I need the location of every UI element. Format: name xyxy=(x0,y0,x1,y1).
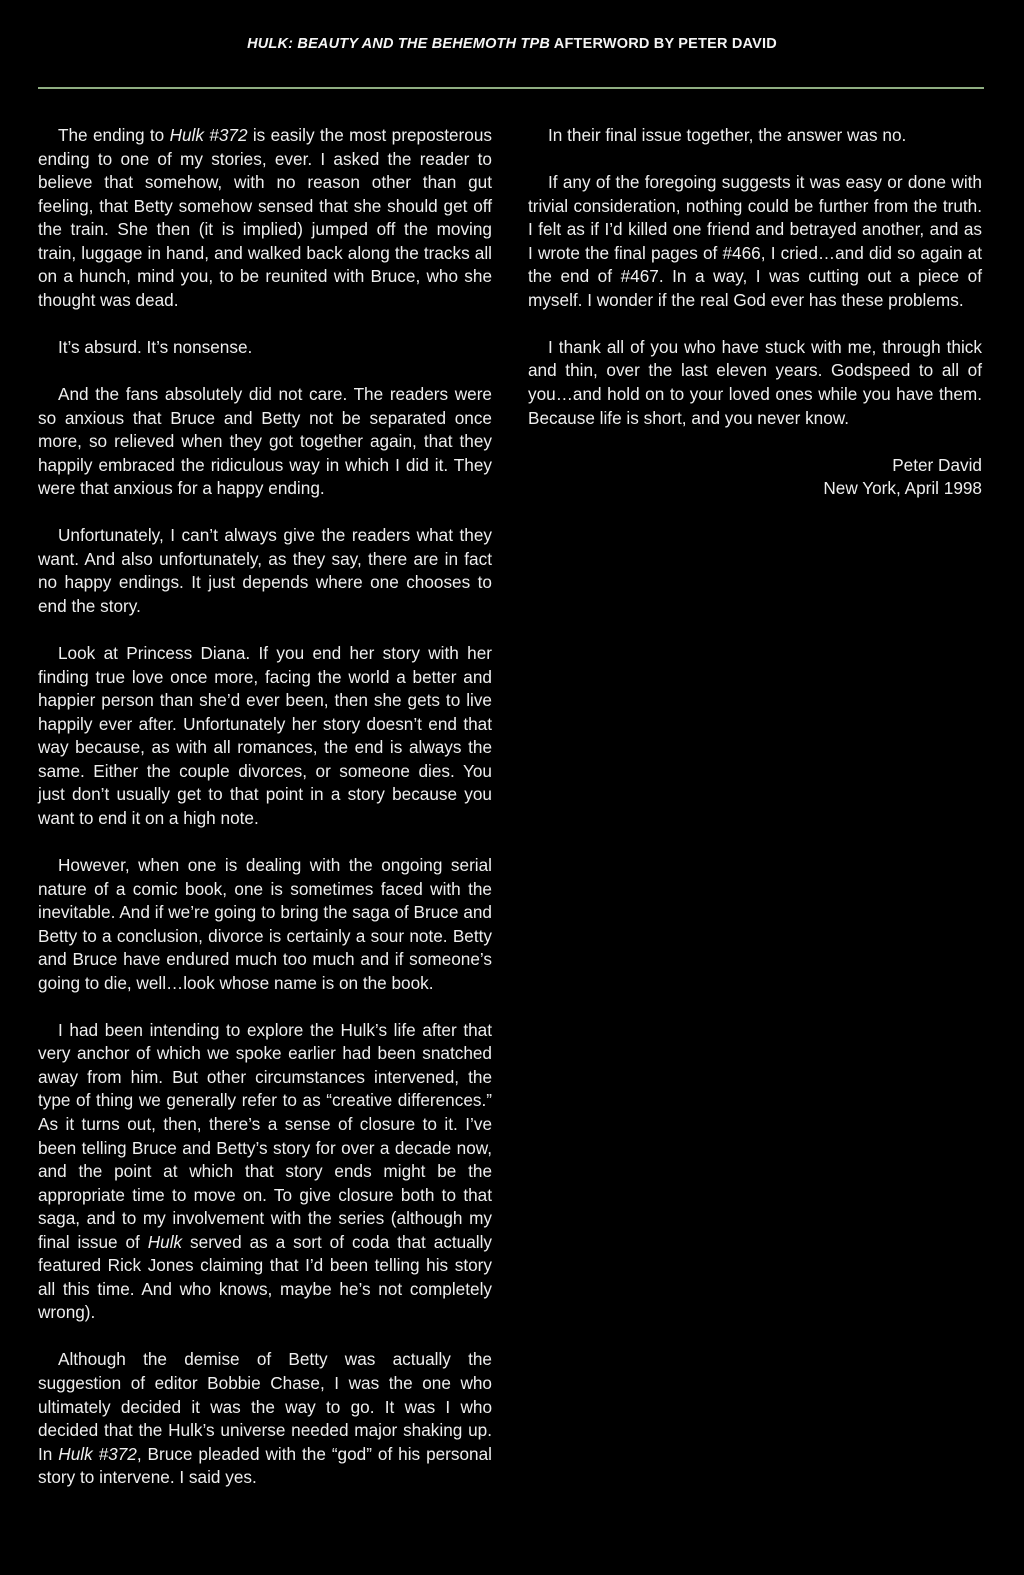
paragraph: However, when one is dealing with the ongoing serial nature of a comic book, one is sometimes faced with the inevitable. And if we’re going to bring the saga of Bruce and Betty to a conclusion, divorce is certainly a sour note. Betty and Bruce have endured much too much and if someone’s going to die, well…look whose name is on the book. xyxy=(38,854,492,993)
italic-title: Hulk #372 xyxy=(58,1443,137,1464)
paragraph: If any of the foregoing suggests it was easy or done with trivial consideration, nothing could be further from the truth. I felt as if I’d killed one friend and betrayed another, and as I wrote the final pages of #466, I cried…and did so again at the end of #467. In a way, I was cutting out a piece of myself. I wonder if the real God ever has these problems. xyxy=(528,172,982,310)
paragraph: And the fans absolutely did not care. The readers were so anxious that Bruce and Betty not be separated once more, so relieved when they got together again, that they happily embraced the ridiculous way in which I did it. They were that anxious for a happy ending. xyxy=(38,384,492,499)
text-span: Although the demise of Betty was actually the suggestion of editor Bobbie Chase, I was the one who ultimately decided it was the way to go. It was I who decided that the Hulk’s universe needed major shaking up. In xyxy=(38,1349,492,1464)
place-date: New York, April 1998 xyxy=(823,478,982,499)
paragraph xyxy=(38,124,492,312)
paragraph: I thank all of you who have stuck with me, through thick and thin, over the last eleven years. Godspeed to all of you…and hold on to your loved ones while you have them. Because life is short, and you never know. xyxy=(528,336,982,428)
italic-title: Hulk xyxy=(147,1231,183,1252)
paragraph: It’s absurd. It’s nonsense. xyxy=(58,336,253,357)
italic-title: Hulk #372 xyxy=(169,125,248,145)
text-span: I had been intending to explore the Hulk’s life after that very anchor of which we spoke earlier had been snatched away from him. But other circumstances intervened, the type of thing we generally refer to as “creative differences.” As it turns out, then, there’s a sense of closure to it. I’ve been telling Bruce and Betty’s story for over a decade now, and the point at which that story ends might be the appropriate time to move on. To give closure both to that saga, and to my involvement with the series (although my final issue of xyxy=(38,1019,492,1252)
paragraph xyxy=(38,1019,492,1325)
header-divider xyxy=(38,87,984,89)
signature-block xyxy=(528,454,982,501)
text-span: , Bruce pleaded with the “god” of his personal story to intervene. I said yes. xyxy=(38,1443,492,1488)
text-span: The ending to xyxy=(58,125,170,145)
author-name: Peter David xyxy=(892,454,982,475)
header-afterword-label: AFTERWORD BY PETER DAVID xyxy=(550,36,777,52)
paragraph: Unfortunately, I can’t always give the readers what they want. And also unfortunately, as they say, there are in fact no happy endings. It just depends where one chooses to end the story. xyxy=(38,525,492,616)
text-span: is easily the most preposterous ending to one of my stories, ever. I asked the reader to believe that somehow, with no reason other than gut feeling, that Betty somehow sensed that she should get off the train. She then (it is implied) jumped off the moving train, luggage in hand, and walked back along the tracks all on a hunch, mind you, to be reunited with Bruce, who she thought was dead. xyxy=(38,125,492,310)
page-header xyxy=(0,36,1024,52)
text-span: served as a sort of coda that actually featured Rick Jones claiming that I’d been telling his story all this time. And who knows, maybe he’s not completely wrong). xyxy=(38,1231,492,1323)
header-book-title: HULK: BEAUTY AND THE BEHEMOTH TPB xyxy=(247,36,551,52)
right-column xyxy=(528,124,982,501)
paragraph: Look at Princess Diana. If you end her story with her finding true love once more, facing the world a better and happier person than she’d ever been, then she gets to live happily ever after. Unfortunately her story doesn’t end that way because, as with all romances, the end is always the same. Either the couple divorces, or someone dies. You just don’t usually get to that point in a story because you want to end it on a high note. xyxy=(38,643,492,828)
paragraph: In their final issue together, the answer was no. xyxy=(548,125,907,145)
paragraph xyxy=(38,1348,492,1489)
left-column xyxy=(38,124,492,1490)
